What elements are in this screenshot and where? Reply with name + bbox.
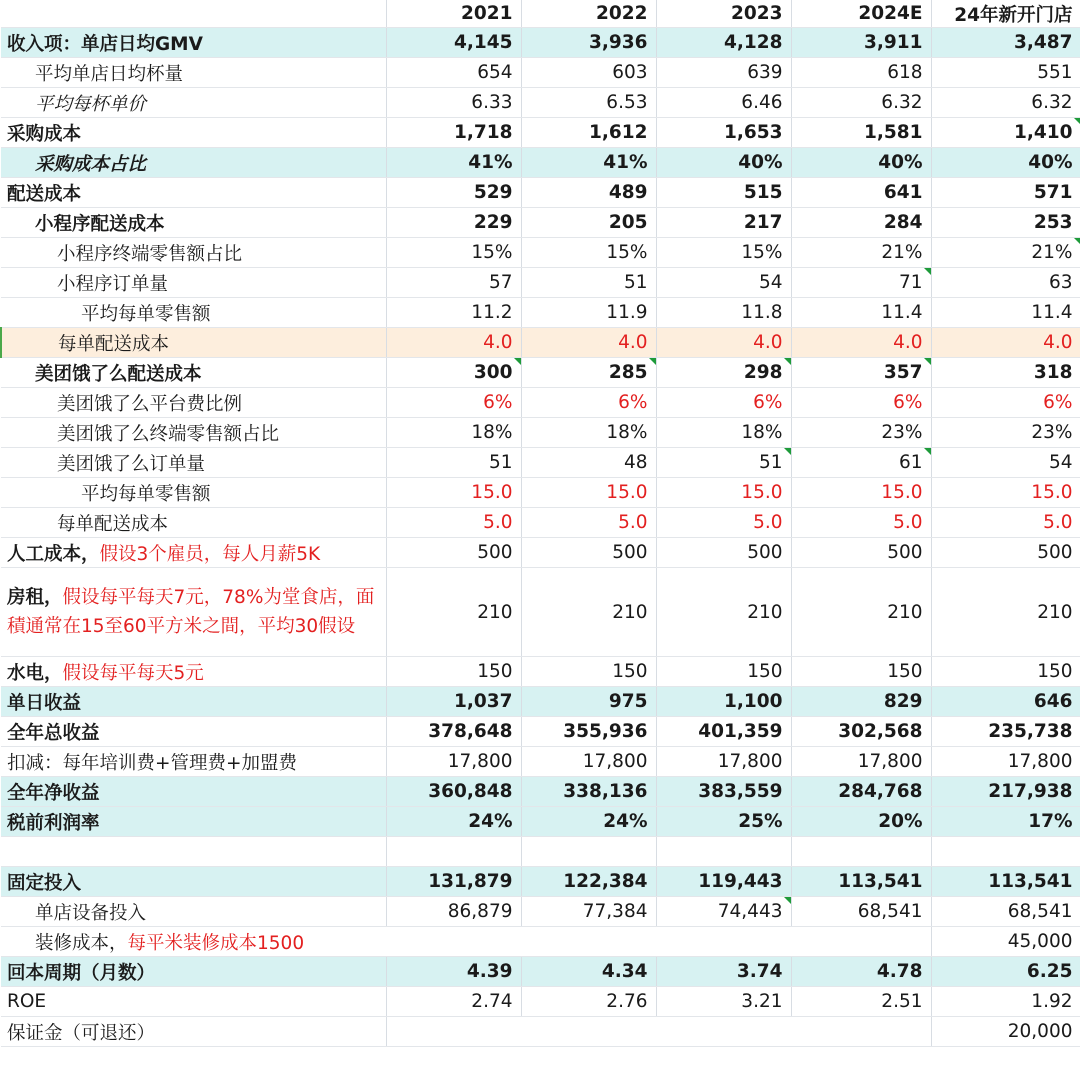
value-cell[interactable]: 618 <box>791 58 931 88</box>
value-cell[interactable] <box>791 927 931 957</box>
value-cell[interactable]: 4.39 <box>386 957 521 987</box>
value-cell[interactable] <box>656 927 791 957</box>
value-cell[interactable]: 20,000 <box>931 1017 1080 1047</box>
value-cell[interactable] <box>656 1017 791 1047</box>
row-label[interactable]: 小程序订单量 <box>1 268 386 298</box>
value-cell[interactable] <box>521 1017 656 1047</box>
header-row <box>1 0 1080 28</box>
value-cell[interactable]: 11.8 <box>656 298 791 328</box>
value-cell[interactable]: 1,100 <box>656 687 791 717</box>
value-cell[interactable]: 210 <box>521 568 656 657</box>
value-cell[interactable]: 210 <box>656 568 791 657</box>
value-cell[interactable]: 6.33 <box>386 88 521 118</box>
value-cell[interactable]: 113,541 <box>791 867 931 897</box>
row-note: 假设每平每天7元，78%为堂食店，面積通常在15至60平方米之間，平均30假设 <box>7 587 375 637</box>
value-cell[interactable]: 63 <box>931 268 1080 298</box>
value-cell[interactable]: 1,612 <box>521 118 656 148</box>
table-row-annual-income <box>1 717 1080 747</box>
value-cell[interactable]: 15.0 <box>931 478 1080 508</box>
row-note: 每平米装修成本1500 <box>127 932 305 954</box>
value-cell[interactable]: 235,738 <box>931 717 1080 747</box>
value-cell[interactable]: 2.74 <box>386 987 521 1017</box>
value-cell[interactable]: 646 <box>931 687 1080 717</box>
table-row-rent <box>1 568 1080 657</box>
value-cell[interactable]: 298 <box>656 358 791 388</box>
value-cell[interactable]: 489 <box>521 178 656 208</box>
row-label[interactable]: 小程序配送成本 <box>1 208 386 238</box>
value-cell[interactable]: 1,653 <box>656 118 791 148</box>
value-cell[interactable]: 41% <box>386 148 521 178</box>
value-cell[interactable] <box>386 1017 521 1047</box>
value-cell[interactable]: 40% <box>656 148 791 178</box>
value-cell[interactable]: 6% <box>521 388 656 418</box>
value-cell[interactable]: 71 <box>791 268 931 298</box>
empty-cell[interactable] <box>656 837 791 867</box>
value-cell[interactable]: 210 <box>791 568 931 657</box>
value-cell[interactable] <box>521 927 656 957</box>
value-cell[interactable]: 500 <box>521 538 656 568</box>
value-cell[interactable]: 4,128 <box>656 28 791 58</box>
row-label[interactable]: 平均每单零售额 <box>1 478 386 508</box>
value-cell[interactable]: 229 <box>386 208 521 238</box>
row-label-cell[interactable] <box>1 538 386 568</box>
value-cell[interactable]: 6% <box>791 388 931 418</box>
row-label[interactable]: 配送成本 <box>1 178 386 208</box>
value-cell[interactable]: 6.53 <box>521 88 656 118</box>
value-cell[interactable]: 6% <box>386 388 521 418</box>
table-row-avg-price <box>1 88 1080 118</box>
value-cell[interactable]: 24% <box>386 807 521 837</box>
row-label[interactable]: 扣减：每年培训费+管理费+加盟费 <box>1 747 386 777</box>
value-cell[interactable]: 48 <box>521 448 656 478</box>
value-cell[interactable]: 45,000 <box>931 927 1080 957</box>
value-cell[interactable]: 4.0 <box>386 328 521 358</box>
value-cell[interactable]: 17,800 <box>656 747 791 777</box>
value-cell[interactable]: 205 <box>521 208 656 238</box>
value-cell[interactable]: 18% <box>656 418 791 448</box>
table-row-fixed-investment <box>1 867 1080 897</box>
value-cell[interactable]: 17,800 <box>931 747 1080 777</box>
header-year-2021[interactable]: 2021 <box>386 0 521 28</box>
value-cell[interactable]: 500 <box>931 538 1080 568</box>
header-new-stores-2024[interactable]: 24年新开门店 <box>931 0 1080 28</box>
row-label: 房租， <box>7 587 63 608</box>
row-label[interactable]: 固定投入 <box>1 867 386 897</box>
table-row-payback-period <box>1 957 1080 987</box>
empty-cell[interactable] <box>791 837 931 867</box>
empty-cell[interactable] <box>386 837 521 867</box>
table-row-daily-income <box>1 687 1080 717</box>
comment-marker-icon[interactable] <box>924 448 931 455</box>
row-label[interactable]: 每单配送成本 <box>1 328 386 358</box>
table-row-deductions <box>1 747 1080 777</box>
header-label-cell[interactable] <box>1 0 386 28</box>
value-cell[interactable]: 300 <box>386 358 521 388</box>
value-cell[interactable]: 284 <box>791 208 931 238</box>
header-year-2024e[interactable]: 2024E <box>791 0 931 28</box>
value-cell[interactable]: 113,541 <box>931 867 1080 897</box>
table-row-purchase-cost <box>1 118 1080 148</box>
value-cell[interactable]: 17,800 <box>791 747 931 777</box>
comment-marker-icon[interactable] <box>924 358 931 365</box>
comment-marker-icon[interactable] <box>784 448 791 455</box>
row-label[interactable]: 单店设备投入 <box>1 897 386 927</box>
value-cell[interactable]: 829 <box>791 687 931 717</box>
value-cell[interactable]: 6.32 <box>931 88 1080 118</box>
value-cell[interactable]: 6% <box>931 388 1080 418</box>
value-cell[interactable]: 4.78 <box>791 957 931 987</box>
row-label[interactable]: 美团饿了么终端零售额占比 <box>1 418 386 448</box>
value-cell[interactable]: 15.0 <box>791 478 931 508</box>
value-cell[interactable]: 3,487 <box>931 28 1080 58</box>
value-cell[interactable]: 1,037 <box>386 687 521 717</box>
row-label[interactable]: 采购成本 <box>1 118 386 148</box>
value-cell[interactable]: 122,384 <box>521 867 656 897</box>
value-cell[interactable]: 21% <box>791 238 931 268</box>
value-cell[interactable]: 500 <box>656 538 791 568</box>
row-label[interactable]: 美团饿了么平台费比例 <box>1 388 386 418</box>
table-row-meituan-platform-fee <box>1 388 1080 418</box>
value-cell[interactable]: 338,136 <box>521 777 656 807</box>
table-row-miniapp-per-order-delivery <box>1 328 1080 358</box>
table-row-gmv <box>1 28 1080 58</box>
value-cell[interactable]: 5.0 <box>656 508 791 538</box>
value-cell[interactable]: 15% <box>656 238 791 268</box>
value-cell[interactable]: 51 <box>656 448 791 478</box>
value-cell[interactable]: 4.0 <box>656 328 791 358</box>
value-cell[interactable]: 74,443 <box>656 897 791 927</box>
value-cell[interactable]: 15.0 <box>521 478 656 508</box>
value-cell[interactable]: 284,768 <box>791 777 931 807</box>
value-cell[interactable]: 4.0 <box>931 328 1080 358</box>
value-cell[interactable]: 17,800 <box>521 747 656 777</box>
table-row-pretax-margin <box>1 807 1080 837</box>
value-cell[interactable]: 285 <box>521 358 656 388</box>
value-cell[interactable]: 357 <box>791 358 931 388</box>
row-label[interactable]: 全年净收益 <box>1 777 386 807</box>
value-cell[interactable]: 3,911 <box>791 28 931 58</box>
row-label-cell[interactable] <box>1 657 386 687</box>
value-cell[interactable]: 515 <box>656 178 791 208</box>
value-cell[interactable]: 217 <box>656 208 791 238</box>
comment-marker-icon[interactable] <box>784 897 791 904</box>
table-row-miniapp-avg-order <box>1 298 1080 328</box>
value-cell[interactable]: 217,938 <box>931 777 1080 807</box>
row-label[interactable]: 美团饿了么订单量 <box>1 448 386 478</box>
value-cell[interactable]: 18% <box>386 418 521 448</box>
value-cell[interactable]: 15.0 <box>656 478 791 508</box>
value-cell[interactable]: 6.25 <box>931 957 1080 987</box>
row-label: 人工成本， <box>7 543 100 565</box>
row-label: 水电， <box>7 662 63 684</box>
value-cell[interactable]: 5.0 <box>521 508 656 538</box>
value-cell[interactable]: 2.76 <box>521 987 656 1017</box>
value-cell[interactable]: 603 <box>521 58 656 88</box>
value-cell[interactable]: 551 <box>931 58 1080 88</box>
value-cell[interactable]: 57 <box>386 268 521 298</box>
value-cell[interactable]: 17,800 <box>386 747 521 777</box>
table-row-avg-cups <box>1 58 1080 88</box>
value-cell[interactable]: 500 <box>386 538 521 568</box>
value-cell[interactable]: 3.74 <box>656 957 791 987</box>
value-cell[interactable]: 150 <box>656 657 791 687</box>
value-cell[interactable]: 15.0 <box>386 478 521 508</box>
value-cell[interactable]: 11.4 <box>931 298 1080 328</box>
value-cell[interactable]: 15% <box>386 238 521 268</box>
table-row-miniapp-orders <box>1 268 1080 298</box>
table-row-miniapp-delivery <box>1 208 1080 238</box>
value-cell[interactable]: 11.4 <box>791 298 931 328</box>
value-cell[interactable]: 2.51 <box>791 987 931 1017</box>
value-cell[interactable]: 654 <box>386 58 521 88</box>
value-cell[interactable]: 54 <box>931 448 1080 478</box>
value-cell[interactable]: 639 <box>656 58 791 88</box>
row-label[interactable]: 平均每杯单价 <box>1 88 386 118</box>
value-cell[interactable]: 18% <box>521 418 656 448</box>
comment-marker-icon[interactable] <box>784 358 791 365</box>
value-cell[interactable]: 25% <box>656 807 791 837</box>
row-label[interactable]: 税前利润率 <box>1 807 386 837</box>
comment-marker-icon[interactable] <box>649 358 656 365</box>
value-cell[interactable]: 355,936 <box>521 717 656 747</box>
table-row-meituan-per-order-delivery <box>1 508 1080 538</box>
empty-cell[interactable] <box>1 837 386 867</box>
value-cell[interactable]: 1,410 <box>931 118 1080 148</box>
value-cell[interactable]: 61 <box>791 448 931 478</box>
row-label[interactable]: 美团饿了么配送成本 <box>1 358 386 388</box>
row-label[interactable]: 小程序终端零售额占比 <box>1 238 386 268</box>
table-row-equipment <box>1 897 1080 927</box>
value-cell[interactable]: 378,648 <box>386 717 521 747</box>
comment-marker-icon[interactable] <box>1074 238 1080 245</box>
table-row-roe <box>1 987 1080 1017</box>
value-cell[interactable]: 150 <box>386 657 521 687</box>
value-cell[interactable]: 6.32 <box>791 88 931 118</box>
value-cell[interactable]: 24% <box>521 807 656 837</box>
value-cell[interactable]: 40% <box>931 148 1080 178</box>
value-cell[interactable]: 571 <box>931 178 1080 208</box>
row-label[interactable]: 保证金（可退还） <box>1 1017 386 1047</box>
value-cell[interactable]: 5.0 <box>791 508 931 538</box>
value-cell[interactable]: 3,936 <box>521 28 656 58</box>
value-cell[interactable]: 1,718 <box>386 118 521 148</box>
table-row-empty <box>1 837 1080 867</box>
value-cell[interactable]: 20% <box>791 807 931 837</box>
value-cell[interactable]: 17% <box>931 807 1080 837</box>
table-row-deposit <box>1 1017 1080 1047</box>
header-year-2022[interactable]: 2022 <box>521 0 656 28</box>
value-cell[interactable]: 6% <box>656 388 791 418</box>
row-label[interactable]: 平均单店日均杯量 <box>1 58 386 88</box>
row-label: 装修成本， <box>35 932 128 954</box>
value-cell[interactable]: 4.34 <box>521 957 656 987</box>
value-cell[interactable]: 3.21 <box>656 987 791 1017</box>
value-cell[interactable]: 210 <box>386 568 521 657</box>
row-label[interactable]: 平均每单零售额 <box>1 298 386 328</box>
table-row-delivery-cost <box>1 178 1080 208</box>
row-label[interactable]: 全年总收益 <box>1 717 386 747</box>
value-cell[interactable]: 77,384 <box>521 897 656 927</box>
table-row-miniapp-share <box>1 238 1080 268</box>
row-label[interactable]: 收入项：单店日均GMV <box>1 28 386 58</box>
comment-marker-icon[interactable] <box>1074 118 1080 125</box>
value-cell[interactable]: 11.9 <box>521 298 656 328</box>
table-row-decoration <box>1 927 1080 957</box>
value-cell[interactable]: 21% <box>931 238 1080 268</box>
value-cell[interactable]: 15% <box>521 238 656 268</box>
value-cell[interactable]: 40% <box>791 148 931 178</box>
value-cell[interactable]: 253 <box>931 208 1080 238</box>
value-cell[interactable]: 68,541 <box>791 897 931 927</box>
value-cell[interactable]: 318 <box>931 358 1080 388</box>
value-cell[interactable]: 360,848 <box>386 777 521 807</box>
value-cell[interactable]: 641 <box>791 178 931 208</box>
empty-cell[interactable] <box>521 837 656 867</box>
value-cell[interactable]: 5.0 <box>931 508 1080 538</box>
value-cell[interactable]: 54 <box>656 268 791 298</box>
table-row-labor-cost <box>1 538 1080 568</box>
comment-marker-icon[interactable] <box>924 268 931 275</box>
row-label[interactable]: ROE <box>1 987 386 1017</box>
value-cell[interactable]: 51 <box>386 448 521 478</box>
value-cell[interactable]: 150 <box>521 657 656 687</box>
value-cell[interactable]: 51 <box>521 268 656 298</box>
value-cell[interactable]: 4.0 <box>791 328 931 358</box>
row-label-cell[interactable] <box>1 927 386 957</box>
empty-cell[interactable] <box>931 837 1080 867</box>
value-cell[interactable]: 383,559 <box>656 777 791 807</box>
value-cell[interactable]: 500 <box>791 538 931 568</box>
row-label[interactable]: 每单配送成本 <box>1 508 386 538</box>
value-cell[interactable]: 401,359 <box>656 717 791 747</box>
value-cell[interactable]: 150 <box>931 657 1080 687</box>
value-cell[interactable]: 1.92 <box>931 987 1080 1017</box>
value-cell[interactable]: 150 <box>791 657 931 687</box>
table-row-meituan-orders <box>1 448 1080 478</box>
value-cell[interactable]: 1,581 <box>791 118 931 148</box>
value-cell[interactable]: 4,145 <box>386 28 521 58</box>
value-cell[interactable]: 23% <box>791 418 931 448</box>
value-cell[interactable] <box>386 927 521 957</box>
table-row-purchase-ratio <box>1 148 1080 178</box>
table-row-meituan-delivery <box>1 358 1080 388</box>
row-label-cell[interactable] <box>1 568 386 657</box>
value-cell[interactable]: 529 <box>386 178 521 208</box>
value-cell[interactable]: 302,568 <box>791 717 931 747</box>
row-note: 假设每平每天5元 <box>62 662 204 684</box>
value-cell[interactable]: 86,879 <box>386 897 521 927</box>
value-cell[interactable]: 5.0 <box>386 508 521 538</box>
value-cell[interactable]: 41% <box>521 148 656 178</box>
table-row-meituan-share <box>1 418 1080 448</box>
value-cell[interactable]: 975 <box>521 687 656 717</box>
row-label[interactable]: 采购成本占比 <box>1 148 386 178</box>
table-row-annual-net-income <box>1 777 1080 807</box>
header-year-2023[interactable]: 2023 <box>656 0 791 28</box>
table-row-utilities <box>1 657 1080 687</box>
value-cell[interactable] <box>791 1017 931 1047</box>
value-cell[interactable]: 119,443 <box>656 867 791 897</box>
value-cell[interactable]: 11.2 <box>386 298 521 328</box>
value-cell[interactable]: 131,879 <box>386 867 521 897</box>
table-row-meituan-avg-order <box>1 478 1080 508</box>
row-note: 假设3个雇员，每人月薪5K <box>99 543 321 565</box>
row-label[interactable]: 回本周期（月数） <box>1 957 386 987</box>
comment-marker-icon[interactable] <box>514 358 521 365</box>
value-cell[interactable]: 68,541 <box>931 897 1080 927</box>
row-label[interactable]: 单日收益 <box>1 687 386 717</box>
value-cell[interactable]: 210 <box>931 568 1080 657</box>
value-cell[interactable]: 6.46 <box>656 88 791 118</box>
value-cell[interactable]: 4.0 <box>521 328 656 358</box>
value-cell[interactable]: 23% <box>931 418 1080 448</box>
